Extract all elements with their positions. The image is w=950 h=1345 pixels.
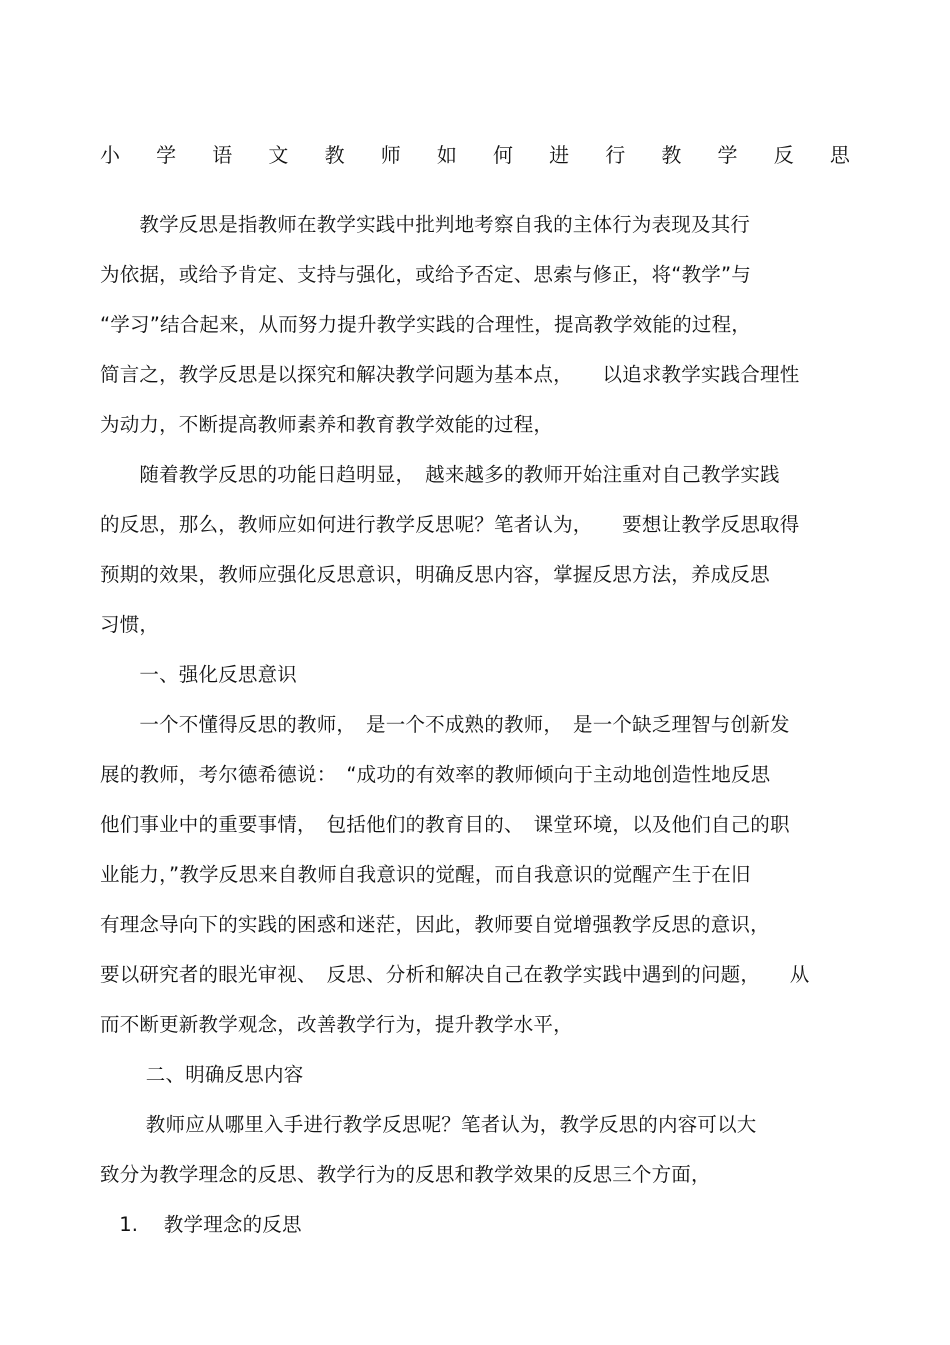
body-line: 业能力，”教学反思来自教师自我意识的觉醒，而自我意识的觉醒产生于在旧 xyxy=(100,863,751,886)
body-line: 一个不懂得反思的教师， 是一个不成熟的教师， 是一个缺乏理智与创新发 xyxy=(100,713,790,736)
title-char: 行 xyxy=(605,143,626,167)
section-heading: 一、强化反思意识 xyxy=(100,663,298,686)
body-line: 随着教学反思的功能日趋明显， 越来越多的教师开始注重对自己教学实践 xyxy=(100,463,780,486)
body-line: 的反思，那么，教师应如何进行教学反思呢？笔者认为， 要想让教学反思取得 xyxy=(100,513,800,536)
title-char: 语 xyxy=(212,143,233,167)
document-title xyxy=(100,141,850,169)
title-char: 教 xyxy=(661,143,682,167)
body-line: 预期的效果，教师应强化反思意识，明确反思内容，掌握反思方法，养成反思 xyxy=(100,563,770,586)
title-char: 思 xyxy=(829,143,850,167)
title-char: 如 xyxy=(436,143,457,167)
body-line: 有理念导向下的实践的困惑和迷茫，因此，教师要自觉增强教学反思的意识， xyxy=(100,913,770,936)
title-char: 文 xyxy=(268,143,289,167)
body-line: 他们事业中的重要事情， 包括他们的教育目的、 课堂环境，以及他们自己的职 xyxy=(100,813,790,836)
body-line: 致分为教学理念的反思、教学行为的反思和教学效果的反思三个方面， xyxy=(100,1163,711,1186)
body-line: 要以研究者的眼光审视、 反思、分析和解决自己在教学实践中遇到的问题， 从 xyxy=(100,963,810,986)
section-heading: 二、明确反思内容 xyxy=(100,1063,304,1086)
title-char: 学 xyxy=(156,143,177,167)
body-line: “学习”结合起来，从而努力提升教学实践的合理性，提高教学效能的过程， xyxy=(100,313,752,336)
title-char: 何 xyxy=(492,143,513,167)
title-char: 学 xyxy=(717,143,738,167)
title-char: 师 xyxy=(380,143,401,167)
body-line: 而不断更新教学观念，改善教学行为，提升教学水平， xyxy=(100,1013,573,1036)
title-char: 进 xyxy=(549,143,570,167)
body-line: 教学反思是指教师在教学实践中批判地考察自我的主体行为表现及其行 xyxy=(100,213,751,236)
body-line: 展的教师，考尔德希德说： “成功的有效率的教师倾向于主动地创造性地反思 xyxy=(100,763,771,786)
title-char: 反 xyxy=(773,143,794,167)
body-line: 习惯， xyxy=(100,613,160,636)
subsection-heading: 1. 教学理念的反思 xyxy=(100,1213,302,1236)
body-line: 为动力，不断提高教师素养和教育教学效能的过程， xyxy=(100,413,554,436)
body-line: 为依据，或给予肯定、支持与强化，或给予否定、思索与修正，将“教学”与 xyxy=(100,263,752,286)
body-line: 简言之，教学反思是以探究和解决教学问题为基本点， 以追求教学实践合理性 xyxy=(100,363,800,386)
body-line: 教师应从哪里入手进行教学反思呢？笔者认为，教学反思的内容可以大 xyxy=(100,1113,757,1136)
title-char: 小 xyxy=(100,143,120,167)
title-char: 教 xyxy=(324,143,345,167)
